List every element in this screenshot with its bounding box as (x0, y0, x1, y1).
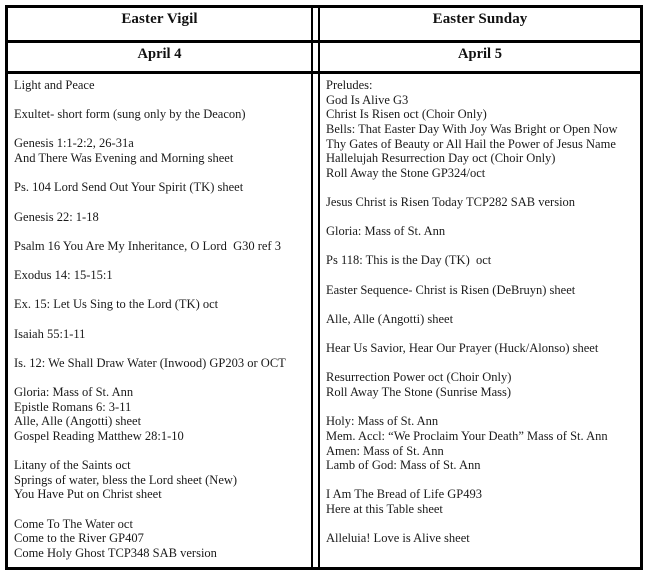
schedule-line: Thy Gates of Beauty or All Hail the Power of Jesus Name (326, 136, 616, 151)
schedule-line: Gloria: Mass of St. Ann (14, 384, 134, 399)
schedule-line: Jesus Christ is Risen Today TCP282 SAB version (326, 194, 576, 209)
schedule-line: Genesis 22: 1-18 (14, 209, 99, 224)
schedule-line (326, 473, 634, 488)
schedule-line: Resurrection Power oct (Choir Only) (326, 370, 512, 385)
schedule-line: Amen: Mass of St. Ann (326, 443, 444, 458)
body-row (8, 74, 640, 567)
schedule-line: Ex. 15: Let Us Sing to the Lord (TK) oct (14, 297, 219, 312)
schedule-line (326, 268, 634, 283)
schedule-line (326, 327, 634, 342)
schedule-line (14, 283, 305, 298)
schedule-line: Psalm 16 You Are My Inheritance, O Lord G30 ref 3 (14, 238, 281, 253)
schedule-line: You Have Put on Christ sheet (14, 487, 162, 502)
schedule-line: Exodus 14: 15-15:1 (14, 268, 113, 283)
schedule-line: Holy: Mass of St. Ann (326, 414, 439, 429)
schedule-line: Is. 12: We Shall Draw Water (Inwood) GP203 or OCT (14, 355, 286, 370)
schedule-line (14, 253, 305, 268)
schedule-line (14, 370, 305, 385)
easter-vigil-program (8, 74, 313, 567)
schedule-line: Gospel Reading Matthew 28:1-10 (14, 428, 184, 443)
schedule-line: I Am The Bread of Life GP493 (326, 487, 482, 502)
schedule-line: Alle, Alle (Angotti) sheet (326, 311, 454, 326)
schedule-line (326, 239, 634, 254)
easter-sunday-date: April 5 (318, 43, 640, 71)
schedule-line: Epistle Romans 6: 3-11 (14, 399, 132, 414)
schedule-line: God Is Alive G3 (326, 92, 409, 107)
date-row (8, 43, 640, 74)
easter-vigil-date: April 4 (8, 43, 313, 71)
schedule-line (14, 443, 305, 458)
easter-vigil-title: Easter Vigil (8, 8, 313, 40)
schedule-line: Mem. Accl: “We Proclaim Your Death” Mass of St. Ann (326, 428, 608, 443)
schedule-line: Gloria: Mass of St. Ann (326, 224, 446, 239)
schedule-line: Preludes: (326, 78, 373, 92)
easter-sunday-program (318, 74, 640, 567)
schedule-line (326, 517, 634, 532)
title-row (8, 8, 640, 43)
schedule-line (14, 195, 305, 210)
schedule-line: Isaiah 55:1-11 (14, 326, 86, 341)
schedule-line (14, 224, 305, 239)
schedule-line (14, 122, 305, 137)
schedule-line (326, 210, 634, 225)
schedule-line: Come To The Water oct (14, 516, 133, 531)
schedule-line (326, 180, 634, 195)
schedule-table (5, 5, 643, 570)
schedule-line: Ps 118: This is the Day (TK) oct (326, 253, 492, 268)
schedule-line: Christ Is Risen oct (Choir Only) (326, 107, 487, 122)
schedule-line: Roll Away The Stone (Sunrise Mass) (326, 385, 512, 400)
schedule-line (14, 502, 305, 517)
schedule-line: Springs of water, bless the Lord sheet (New) (14, 472, 238, 487)
schedule-line: Genesis 1:1-2:2, 26-31a (14, 136, 134, 151)
schedule-line: Bells: That Easter Day With Joy Was Bright or Open Now (326, 121, 618, 136)
schedule-line: Roll Away the Stone GP324/oct (326, 165, 486, 180)
schedule-line (14, 312, 305, 327)
schedule-line: Litany of the Saints oct (14, 458, 131, 473)
schedule-line: Come Holy Ghost TCP348 SAB version (14, 545, 217, 560)
schedule-line: Exultet- short form (sung only by the Deacon) (14, 107, 246, 122)
schedule-line (326, 297, 634, 312)
schedule-line (14, 341, 305, 356)
schedule-line: Lamb of God: Mass of St. Ann (326, 458, 481, 473)
schedule-line (326, 356, 634, 371)
schedule-line: And There Was Evening and Morning sheet (14, 151, 234, 166)
schedule-line: Ps. 104 Lord Send Out Your Spirit (TK) sheet (14, 180, 244, 195)
schedule-line: Hear Us Savior, Hear Our Prayer (Huck/Alonso) sheet (326, 341, 599, 356)
schedule-line: Alleluia! Love is Alive sheet (326, 531, 470, 546)
schedule-line: Here at this Table sheet (326, 501, 443, 516)
schedule-line: Hallelujah Resurrection Day oct (Choir Only) (326, 151, 556, 166)
schedule-line: Easter Sequence- Christ is Risen (DeBruyn) sheet (326, 282, 576, 297)
easter-sunday-title: Easter Sunday (318, 8, 640, 40)
schedule-line: Come to the River GP407 (14, 531, 144, 546)
schedule-line: Alle, Alle (Angotti) sheet (14, 414, 142, 429)
schedule-line: Light and Peace (14, 78, 95, 92)
schedule-line (14, 166, 305, 181)
schedule-line (326, 400, 634, 415)
schedule-line (14, 93, 305, 108)
